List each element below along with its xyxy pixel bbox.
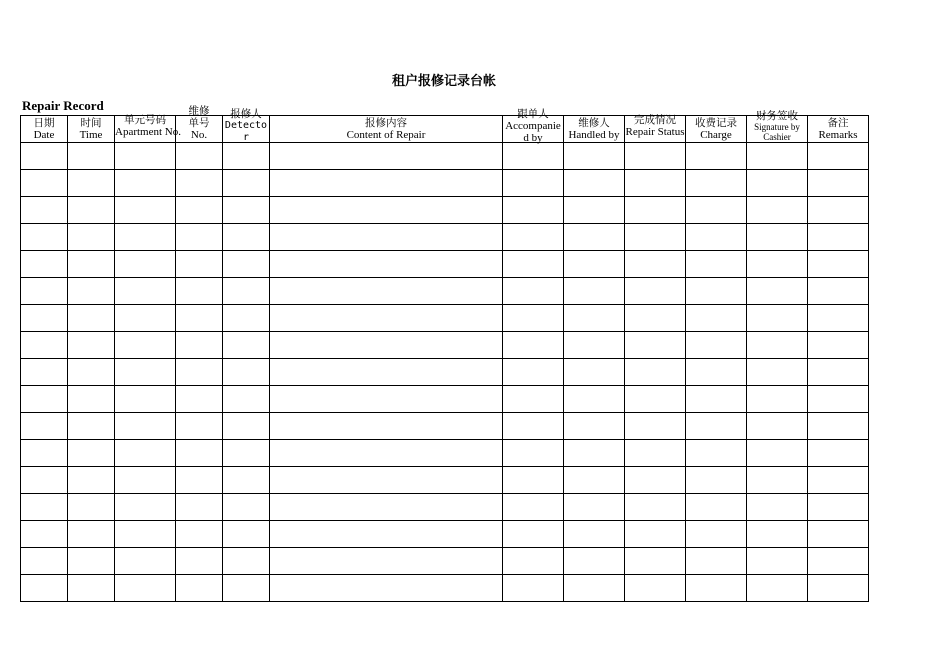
table-row (21, 359, 869, 386)
table-cell[interactable] (564, 359, 625, 386)
table-cell[interactable] (270, 575, 503, 602)
table-cell[interactable] (21, 332, 68, 359)
table-cell[interactable] (115, 413, 176, 440)
table-cell[interactable] (747, 332, 808, 359)
table-cell[interactable] (625, 548, 686, 575)
table-cell[interactable] (808, 278, 869, 305)
table-cell[interactable] (68, 278, 115, 305)
table-cell[interactable] (21, 359, 68, 386)
table-cell[interactable] (115, 440, 176, 467)
table-cell[interactable] (68, 305, 115, 332)
table-cell[interactable] (115, 278, 176, 305)
table-cell[interactable] (223, 305, 270, 332)
table-cell[interactable] (223, 440, 270, 467)
table-cell[interactable] (21, 305, 68, 332)
table-cell[interactable] (68, 575, 115, 602)
table-row (21, 548, 869, 575)
table-cell[interactable] (115, 575, 176, 602)
table-cell[interactable] (176, 386, 223, 413)
table-cell[interactable] (747, 467, 808, 494)
table-cell[interactable] (808, 575, 869, 602)
col-status-header: 完成情况 Repair Status (625, 116, 686, 143)
table-cell[interactable] (808, 359, 869, 386)
table-cell[interactable] (223, 359, 270, 386)
table-cell[interactable] (68, 548, 115, 575)
table-body (21, 143, 869, 602)
table-cell[interactable] (270, 197, 503, 224)
table-cell[interactable] (270, 467, 503, 494)
table-cell[interactable] (747, 197, 808, 224)
table-cell[interactable] (686, 224, 747, 251)
table-cell[interactable] (21, 575, 68, 602)
table-cell[interactable] (747, 143, 808, 170)
table-row (21, 440, 869, 467)
table-cell[interactable] (686, 332, 747, 359)
table-cell[interactable] (115, 494, 176, 521)
table-cell[interactable] (21, 143, 68, 170)
table-cell[interactable] (21, 440, 68, 467)
table-cell[interactable] (21, 224, 68, 251)
table-cell[interactable] (176, 305, 223, 332)
table-cell[interactable] (176, 575, 223, 602)
table-cell[interactable] (176, 197, 223, 224)
table-cell[interactable] (223, 413, 270, 440)
table-cell[interactable] (747, 305, 808, 332)
table-cell[interactable] (270, 521, 503, 548)
table-cell[interactable] (21, 521, 68, 548)
table-cell[interactable] (176, 251, 223, 278)
table-cell[interactable] (503, 305, 564, 332)
table-cell[interactable] (21, 197, 68, 224)
table-cell[interactable] (503, 494, 564, 521)
table-row (21, 494, 869, 521)
header-row (21, 116, 869, 143)
table-row (21, 305, 869, 332)
table-cell[interactable] (270, 494, 503, 521)
table-cell[interactable] (625, 143, 686, 170)
table-cell[interactable] (564, 224, 625, 251)
table-cell[interactable] (270, 440, 503, 467)
table-cell[interactable] (564, 170, 625, 197)
table-cell[interactable] (223, 386, 270, 413)
table-cell[interactable] (270, 359, 503, 386)
table-cell[interactable] (808, 197, 869, 224)
table-cell[interactable] (686, 197, 747, 224)
col-charge-header: 收费记录 Charge (686, 116, 747, 143)
col-apartment-header: 单元号码 Apartment No. (115, 116, 176, 143)
table-cell[interactable] (115, 305, 176, 332)
table-cell[interactable] (115, 197, 176, 224)
table-cell[interactable] (503, 332, 564, 359)
table-cell[interactable] (223, 575, 270, 602)
table-cell[interactable] (21, 386, 68, 413)
table-cell[interactable] (564, 197, 625, 224)
table-cell[interactable] (686, 548, 747, 575)
table-cell[interactable] (564, 305, 625, 332)
table-cell[interactable] (21, 413, 68, 440)
col-detector-header: 报修人 Detector (223, 116, 270, 143)
page-subtitle: Repair Record (22, 98, 104, 113)
table-cell[interactable] (625, 332, 686, 359)
table-cell[interactable] (747, 251, 808, 278)
table-cell[interactable] (564, 467, 625, 494)
table-row (21, 521, 869, 548)
table-cell[interactable] (176, 521, 223, 548)
table-cell[interactable] (223, 467, 270, 494)
table-cell[interactable] (808, 170, 869, 197)
table-cell[interactable] (625, 305, 686, 332)
table-cell[interactable] (176, 548, 223, 575)
table-cell[interactable] (686, 413, 747, 440)
table-cell[interactable] (176, 467, 223, 494)
table-cell[interactable] (625, 413, 686, 440)
table-cell[interactable] (747, 359, 808, 386)
col-repair-no-header: 维修单号 No. (176, 116, 223, 143)
table-cell[interactable] (625, 278, 686, 305)
table-cell[interactable] (564, 251, 625, 278)
table-cell[interactable] (115, 521, 176, 548)
table-cell[interactable] (808, 548, 869, 575)
table-cell[interactable] (503, 251, 564, 278)
table-cell[interactable] (808, 413, 869, 440)
table-cell[interactable] (68, 440, 115, 467)
table-cell[interactable] (625, 521, 686, 548)
table-cell[interactable] (503, 170, 564, 197)
table-cell[interactable] (503, 548, 564, 575)
table-cell[interactable] (176, 440, 223, 467)
table-cell[interactable] (223, 197, 270, 224)
table-row (21, 224, 869, 251)
table-cell[interactable] (223, 494, 270, 521)
table-cell[interactable] (625, 386, 686, 413)
table-cell[interactable] (223, 224, 270, 251)
table-cell[interactable] (21, 548, 68, 575)
table-cell[interactable] (21, 251, 68, 278)
table-cell[interactable] (564, 386, 625, 413)
table-cell[interactable] (68, 467, 115, 494)
table-cell[interactable] (270, 413, 503, 440)
table-cell[interactable] (176, 170, 223, 197)
table-row (21, 143, 869, 170)
table-cell[interactable] (68, 332, 115, 359)
table-cell[interactable] (625, 440, 686, 467)
table-cell[interactable] (686, 170, 747, 197)
table-cell[interactable] (808, 467, 869, 494)
table-cell[interactable] (747, 575, 808, 602)
table-row (21, 332, 869, 359)
table-cell[interactable] (503, 278, 564, 305)
table-cell[interactable] (564, 278, 625, 305)
table-cell[interactable] (747, 170, 808, 197)
table-cell[interactable] (223, 143, 270, 170)
col-date-header: 日期 Date (21, 116, 68, 143)
table-cell[interactable] (686, 251, 747, 278)
table-cell[interactable] (115, 548, 176, 575)
table-row (21, 575, 869, 602)
table-cell[interactable] (625, 467, 686, 494)
table-cell[interactable] (270, 548, 503, 575)
table-cell[interactable] (564, 575, 625, 602)
col-content-header: 报修内容 Content of Repair (270, 116, 503, 143)
table-cell[interactable] (115, 170, 176, 197)
table-cell[interactable] (68, 386, 115, 413)
table-cell[interactable] (223, 251, 270, 278)
table-cell[interactable] (270, 386, 503, 413)
table-cell[interactable] (625, 359, 686, 386)
table-cell[interactable] (564, 440, 625, 467)
table-cell[interactable] (808, 305, 869, 332)
table-cell[interactable] (270, 305, 503, 332)
table-cell[interactable] (176, 494, 223, 521)
table-cell[interactable] (176, 413, 223, 440)
table-cell[interactable] (808, 386, 869, 413)
table-cell[interactable] (747, 278, 808, 305)
table-row (21, 386, 869, 413)
col-handled-by-header: 维修人 Handled by (564, 116, 625, 143)
table-cell[interactable] (503, 386, 564, 413)
table-cell[interactable] (686, 278, 747, 305)
table-cell[interactable] (115, 224, 176, 251)
table-cell[interactable] (564, 521, 625, 548)
table-cell[interactable] (686, 440, 747, 467)
table-cell[interactable] (503, 224, 564, 251)
table-cell[interactable] (21, 170, 68, 197)
col-remarks-header: 备注 Remarks (808, 116, 869, 143)
table-cell[interactable] (686, 359, 747, 386)
table-cell[interactable] (503, 440, 564, 467)
table-cell[interactable] (115, 251, 176, 278)
table-cell[interactable] (625, 170, 686, 197)
table-cell[interactable] (564, 143, 625, 170)
table-cell[interactable] (21, 278, 68, 305)
table-cell[interactable] (68, 251, 115, 278)
table-cell[interactable] (115, 143, 176, 170)
table-cell[interactable] (223, 548, 270, 575)
table-cell[interactable] (68, 224, 115, 251)
table-cell[interactable] (747, 413, 808, 440)
table-cell[interactable] (808, 143, 869, 170)
table-row (21, 251, 869, 278)
table-cell[interactable] (686, 305, 747, 332)
table-cell[interactable] (176, 278, 223, 305)
table-cell[interactable] (747, 494, 808, 521)
table-cell[interactable] (176, 224, 223, 251)
table-cell[interactable] (747, 521, 808, 548)
table-cell[interactable] (503, 467, 564, 494)
table-cell[interactable] (503, 575, 564, 602)
table-cell[interactable] (270, 170, 503, 197)
table-cell[interactable] (808, 494, 869, 521)
table-cell[interactable] (223, 278, 270, 305)
table-cell[interactable] (270, 332, 503, 359)
table-row (21, 278, 869, 305)
table-cell[interactable] (747, 440, 808, 467)
table-cell[interactable] (68, 494, 115, 521)
table-cell[interactable] (625, 575, 686, 602)
table-cell[interactable] (503, 143, 564, 170)
table-cell[interactable] (68, 359, 115, 386)
table-cell[interactable] (270, 143, 503, 170)
table-cell[interactable] (68, 170, 115, 197)
table-row (21, 197, 869, 224)
table-cell[interactable] (625, 224, 686, 251)
table-cell[interactable] (686, 386, 747, 413)
table-cell[interactable] (564, 548, 625, 575)
table-cell[interactable] (686, 521, 747, 548)
table-cell[interactable] (503, 197, 564, 224)
table-cell[interactable] (686, 467, 747, 494)
table-cell[interactable] (270, 251, 503, 278)
table-cell[interactable] (115, 386, 176, 413)
table-cell[interactable] (808, 440, 869, 467)
table-cell[interactable] (176, 143, 223, 170)
table-cell[interactable] (564, 332, 625, 359)
table-cell[interactable] (68, 413, 115, 440)
table-cell[interactable] (115, 467, 176, 494)
table-cell[interactable] (625, 197, 686, 224)
table-cell[interactable] (503, 521, 564, 548)
table-cell[interactable] (747, 548, 808, 575)
table-cell[interactable] (747, 224, 808, 251)
table-row (21, 467, 869, 494)
col-cashier-header: 财务签收 Signature by Cashier (747, 116, 808, 143)
table-cell[interactable] (270, 224, 503, 251)
table-cell[interactable] (115, 359, 176, 386)
table-cell[interactable] (808, 521, 869, 548)
table-cell[interactable] (686, 143, 747, 170)
table-cell[interactable] (808, 332, 869, 359)
table-cell[interactable] (21, 467, 68, 494)
table-cell[interactable] (176, 359, 223, 386)
table-cell[interactable] (808, 224, 869, 251)
page-title: 租户报修记录台帐 (391, 74, 496, 89)
table-cell[interactable] (68, 521, 115, 548)
table-cell[interactable] (625, 494, 686, 521)
table-cell[interactable] (270, 278, 503, 305)
table-cell[interactable] (176, 332, 223, 359)
table-cell[interactable] (503, 413, 564, 440)
table-cell[interactable] (564, 413, 625, 440)
table-cell[interactable] (68, 197, 115, 224)
col-accompanied-header: 跟单人 Accompanied by (503, 116, 564, 143)
table-cell[interactable] (686, 494, 747, 521)
table-cell[interactable] (564, 494, 625, 521)
table-cell[interactable] (223, 332, 270, 359)
table-cell[interactable] (68, 143, 115, 170)
table-row (21, 170, 869, 197)
table-cell[interactable] (625, 251, 686, 278)
table-cell[interactable] (223, 170, 270, 197)
table-cell[interactable] (223, 521, 270, 548)
table-cell[interactable] (808, 251, 869, 278)
table-cell[interactable] (503, 359, 564, 386)
table-cell[interactable] (21, 494, 68, 521)
table-cell[interactable] (747, 386, 808, 413)
table-cell[interactable] (115, 332, 176, 359)
table-row (21, 413, 869, 440)
col-time-header: 时间 Time (68, 116, 115, 143)
table-cell[interactable] (686, 575, 747, 602)
